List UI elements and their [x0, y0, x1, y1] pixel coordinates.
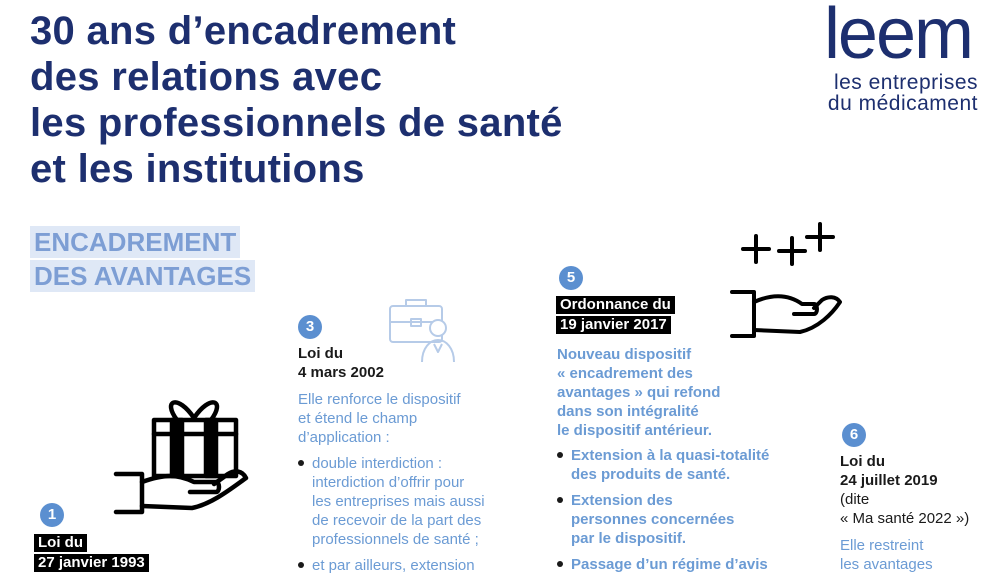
page-title — [30, 8, 563, 192]
item-1-law-line-1: Loi du — [34, 534, 87, 552]
item-5-law-line-2: 19 janvier 2017 — [556, 316, 671, 334]
section-heading-line-2: DES AVANTAGES — [30, 260, 255, 292]
title-line-4: et les institutions — [30, 147, 365, 191]
item-3-bullet-list — [298, 454, 485, 575]
item-6-desc-line: les avantages — [840, 556, 933, 573]
plus-hand-icon — [728, 218, 844, 344]
item-3-desc-line: et étend le champ — [298, 410, 418, 427]
item-3-bullet-line: de recevoir de la part des — [312, 512, 482, 529]
item-5-desc-line: dans son intégralité — [557, 403, 699, 420]
item-3-bullet — [298, 556, 485, 575]
item-5-number-badge: 5 — [559, 266, 583, 290]
item-3-bullet-line: professionnels de santé ; — [312, 531, 479, 548]
title-line-1: 30 ans d’encadrement — [30, 9, 457, 53]
item-5-bullet-line: Extension des — [571, 492, 673, 509]
item-5-bullet-list — [557, 446, 769, 574]
item-3-description — [298, 390, 485, 582]
item-6-nickname — [840, 490, 969, 528]
item-3-bullet-line: et par ailleurs, extension — [312, 557, 475, 574]
item-3-law-title — [298, 344, 384, 382]
item-6-law-line-1: Loi du — [840, 453, 885, 470]
item-5-desc-line: le dispositif antérieur. — [557, 422, 713, 439]
item-1-law-line-2: 27 janvier 1993 — [34, 554, 149, 572]
section-heading — [30, 226, 255, 294]
logo-tagline-line-2: du médicament — [827, 92, 978, 115]
item-6-law-title — [840, 452, 938, 490]
title-line-2: des relations avec — [30, 55, 383, 99]
item-3-desc-line: d’application : — [298, 429, 390, 446]
item-3-bullet-line: interdiction d’offrir pour — [312, 474, 465, 491]
item-3-law-line-1: Loi du — [298, 345, 343, 362]
item-6-description — [840, 536, 933, 574]
item-5-bullet-line: Passage d’un régime d’avis — [571, 556, 768, 573]
item-5-law-line-1: Ordonnance du — [556, 296, 675, 314]
leem-logo: leem — [823, 0, 972, 74]
item-6-number-badge: 6 — [842, 423, 866, 447]
logo-tagline-line-1: les entreprises — [833, 71, 978, 94]
item-5-bullet-line: Extension à la quasi-totalité — [571, 447, 770, 464]
item-3-bullet — [298, 454, 485, 549]
leem-logo-tagline — [828, 72, 978, 114]
item-3-number-badge: 3 — [298, 315, 322, 339]
item-1-law-title — [34, 534, 149, 574]
item-6-desc-line: Elle restreint — [840, 537, 924, 554]
item-6-nickname-line-1: (dite — [840, 491, 870, 508]
item-5-bullet — [557, 555, 769, 574]
item-6-law-line-2: 24 juillet 2019 — [840, 472, 938, 489]
item-3-desc-line: Elle renforce le dispositif — [298, 391, 461, 408]
section-heading-line-1: ENCADREMENT — [30, 226, 240, 258]
item-1-number-badge: 1 — [40, 503, 64, 527]
item-5-bullet-line: par le dispositif. — [571, 530, 687, 547]
gift-hand-icon — [112, 394, 252, 516]
item-3-law-line-2: 4 mars 2002 — [298, 364, 384, 381]
title-line-3: les professionnels de santé — [30, 101, 563, 145]
item-5-description — [557, 345, 769, 581]
item-5-bullet-line: des produits de santé. — [571, 466, 731, 483]
item-5-desc-line: « encadrement des — [557, 365, 693, 382]
item-5-desc-line: avantages » qui refond — [557, 384, 721, 401]
item-3-bullet-line: les entreprises mais aussi — [312, 493, 485, 510]
item-5-bullet — [557, 446, 769, 484]
item-3-bullet-line: double interdiction : — [312, 455, 443, 472]
item-5-desc-line: Nouveau dispositif — [557, 346, 692, 363]
item-6-nickname-line-2: « Ma santé 2022 ») — [840, 510, 970, 527]
item-5-law-title — [556, 296, 675, 336]
item-5-bullet — [557, 491, 769, 548]
briefcase-doctor-icon — [386, 292, 460, 364]
item-5-bullet-line: personnes concernées — [571, 511, 735, 528]
